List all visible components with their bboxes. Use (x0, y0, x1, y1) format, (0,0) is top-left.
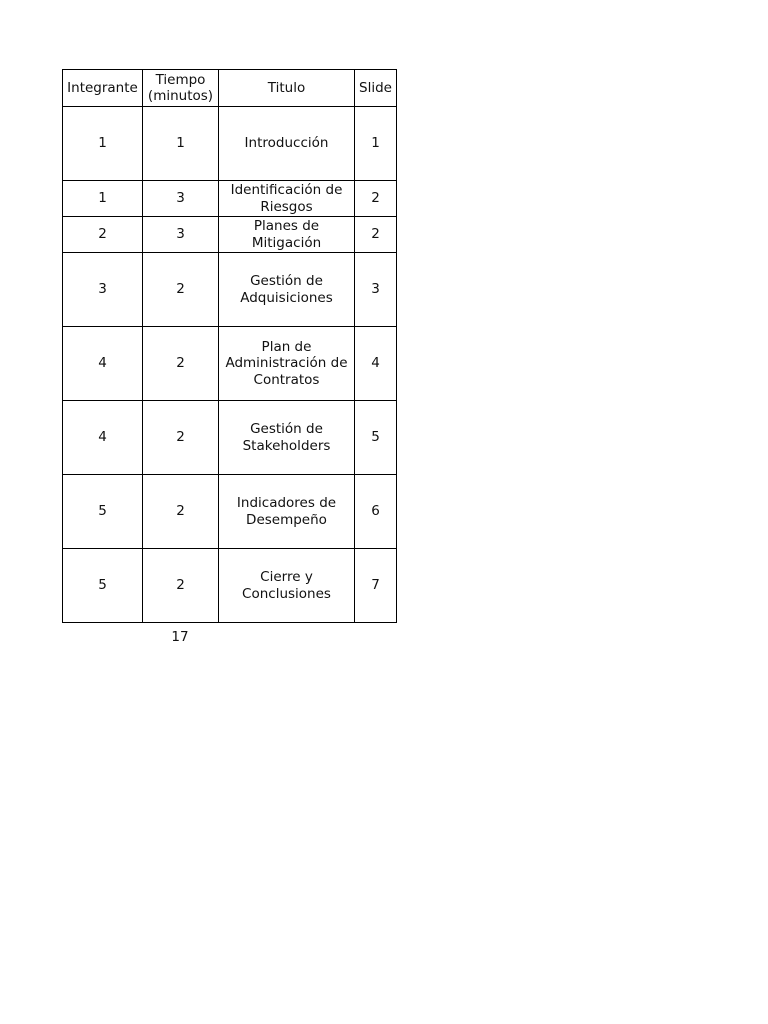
cell-titulo[interactable]: Identificación de Riesgos (219, 181, 355, 217)
cell-integrante[interactable]: 4 (63, 327, 143, 401)
cell-titulo[interactable]: Planes de Mitigación (219, 217, 355, 253)
cell-slide[interactable]: 2 (355, 181, 397, 217)
cell-tiempo[interactable]: 2 (143, 401, 219, 475)
cell-slide[interactable]: 7 (355, 549, 397, 623)
header-tiempo[interactable]: Tiempo (minutos) (143, 70, 219, 107)
cell-titulo[interactable]: Cierre y Conclusiones (219, 549, 355, 623)
cell-tiempo[interactable]: 2 (143, 253, 219, 327)
cell-slide[interactable]: 4 (355, 327, 397, 401)
cell-titulo[interactable]: Gestión de Stakeholders (219, 401, 355, 475)
cell-titulo[interactable]: Gestión de Adquisiciones (219, 253, 355, 327)
cell-slide[interactable]: 5 (355, 401, 397, 475)
cell-integrante[interactable]: 1 (63, 107, 143, 181)
spreadsheet-area (62, 69, 397, 645)
cell-integrante[interactable]: 5 (63, 549, 143, 623)
table-row (63, 549, 397, 623)
cell-integrante[interactable]: 4 (63, 401, 143, 475)
cell-slide[interactable]: 3 (355, 253, 397, 327)
cell-tiempo[interactable]: 3 (143, 181, 219, 217)
cell-tiempo[interactable]: 2 (143, 327, 219, 401)
cell-tiempo[interactable]: 2 (143, 549, 219, 623)
cell-slide[interactable]: 6 (355, 475, 397, 549)
table-row (63, 253, 397, 327)
header-row (63, 70, 397, 107)
table-row (63, 327, 397, 401)
table-row (63, 401, 397, 475)
table-row (63, 181, 397, 217)
cell-slide[interactable]: 2 (355, 217, 397, 253)
cell-integrante[interactable]: 5 (63, 475, 143, 549)
header-integrante[interactable]: Integrante (63, 70, 143, 107)
cell-titulo[interactable]: Indicadores de Desempeño (219, 475, 355, 549)
header-slide[interactable]: Slide (355, 70, 397, 107)
table-row (63, 107, 397, 181)
cell-slide[interactable]: 1 (355, 107, 397, 181)
cell-tiempo[interactable]: 3 (143, 217, 219, 253)
cell-tiempo[interactable]: 2 (143, 475, 219, 549)
header-titulo[interactable]: Titulo (219, 70, 355, 107)
cell-integrante[interactable]: 3 (63, 253, 143, 327)
cell-integrante[interactable]: 2 (63, 217, 143, 253)
schedule-table (62, 69, 397, 623)
table-row (63, 217, 397, 253)
cell-titulo[interactable]: Introducción (219, 107, 355, 181)
cell-titulo[interactable]: Plan de Administración de Contratos (219, 327, 355, 401)
cell-tiempo[interactable]: 1 (143, 107, 219, 181)
cell-integrante[interactable]: 1 (63, 181, 143, 217)
total-minutes-cell[interactable]: 17 (171, 629, 189, 645)
table-row (63, 475, 397, 549)
